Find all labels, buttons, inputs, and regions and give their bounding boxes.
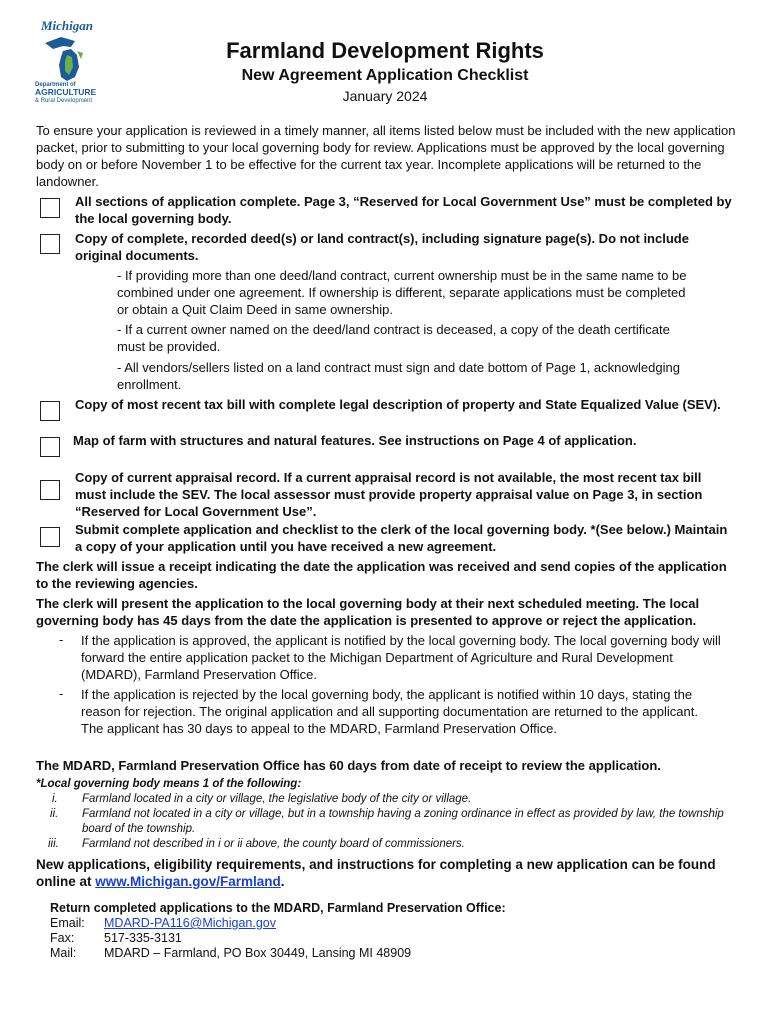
footnote-item: Farmland not described in i or ii above, the county board of commissioners. [82,838,465,850]
footnote-item: Farmland located in a city or village, the legislative body of the city or village. [82,793,472,805]
email-link[interactable]: MDARD-PA116@Michigan.gov [104,916,277,930]
logo-dept-line: Department of [35,82,76,88]
page-subtitle: New Agreement Application Checklist [241,67,529,84]
checkbox-application-complete[interactable] [40,198,60,218]
page-date: January 2024 [342,88,428,104]
footnote-num: ii. [50,808,59,820]
deed-note-vendors: - All vendors/sellers listed on a land contract must sign and date bottom of Page 1, acknowledging enrollment. [117,360,680,392]
return-heading: Return completed applications to the MDARD, Farmland Preservation Office: [50,901,506,915]
online-info-paragraph [36,856,742,890]
checklist-item-deed-copy: Copy of complete, recorded deed(s) or land contract(s), including signature page(s). Do not include original documents. [75,231,689,263]
intro-paragraph: To ensure your application is reviewed in a timely manner, all items listed below must be included with the new application packet, prior to submitting to your local governing body for review. Applications must be approved by the local governing body on or before November 1 to be effective for the current tax year. Incomplete applications will be returned to the landowner. [36,123,736,189]
logo-wordmark: Michigan [40,18,93,33]
footnote-num: iii. [48,838,59,850]
footnote-num: i. [52,793,58,805]
fax-label: Fax: [50,931,75,945]
farmland-website-link[interactable]: www.Michigan.gov/Farmland [95,874,281,889]
mail-label: Mail: [50,946,77,960]
bullet-dash: - [59,686,64,701]
mdard-review-paragraph: The MDARD, Farmland Preservation Office has 60 days from date of receipt to review the application. [36,758,661,773]
bullet-dash: - [59,632,64,647]
checkbox-farm-map[interactable] [40,437,60,457]
approved-bullet: If the application is approved, the applicant is notified by the local governing body. The local governing body will forward the entire application packet to the Michigan Department of Agriculture and Rural Development (MDARD), Farmland Preservation Office. [81,633,721,682]
checklist-item-appraisal-record: Copy of current appraisal record. If a current appraisal record is not available, the most recent tax bill must include the SEV. The local assessor must provide property appraisal value on Page 3, in section “Reserved for Local Government Use”. [75,470,703,519]
fax-number: 517-335-3131 [104,931,182,945]
clerk-receipt-paragraph: The clerk will issue a receipt indicating the date the application was received and send copies of the application to the reviewing agencies. [36,559,727,591]
checkbox-appraisal-record[interactable] [40,480,60,500]
page-title: Farmland Development Rights [226,38,544,63]
checklist-item-farm-map: Map of farm with structures and natural features. See instructions on Page 4 of application. [73,433,637,448]
checklist-item-tax-bill: Copy of most recent tax bill with complete legal description of property and State Equalized Value (SEV). [75,397,721,412]
rejected-bullet: If the application is rejected by the local governing body, the applicant is notified within 10 days, stating the reason for rejection. The original application and all supporting documentation are returned to the applicant. The applicant has 30 days to appeal to the MDARD, Farmland Preservation Office. [81,687,698,736]
online-info-end: . [280,874,285,889]
checkbox-deed-copy[interactable] [40,234,60,254]
checkbox-tax-bill[interactable] [40,401,60,421]
mail-address: MDARD – Farmland, PO Box 30449, Lansing MI 48909 [104,946,412,960]
checklist-item-application-complete: All sections of application complete. Page 3, “Reserved for Local Government Use” must be completed by the local governing body. [75,194,732,226]
deed-note-deceased: - If a current owner named on the deed/land contract is deceased, a copy of the death certificate must be provided. [117,322,670,354]
checkbox-submit-application[interactable] [40,527,60,547]
footnote-item: Farmland not located in a city or village, but in a township having a zoning ordinance in effect as provided by law, the township board of the township. [82,808,724,835]
checklist-item-submit-application: Submit complete application and checklist to the clerk of the local governing body. *(See below.) Maintain a copy of your application until you have received a new agreement. [75,522,728,554]
deed-note-ownership: - If providing more than one deed/land contract, current ownership must be in the same name to be combined under one agreement. If ownership is different, separate applications must be completed or obtain a Quit Claim Deed in same ownership. [117,268,687,317]
email-label: Email: [50,916,85,930]
logo-rural-line: & Rural Development [35,98,93,104]
clerk-presentation-paragraph: The clerk will present the application to the local governing body at their next scheduled meeting. The local governing body has 45 days from the date the application is presented to approve or reject the application. [36,596,700,628]
online-info-text: New applications, eligibility requirements, and instructions for completing a new application can be found online at [36,857,716,889]
footnote-heading: *Local governing body means 1 of the following: [36,778,302,790]
logo-agriculture-line: AGRICULTURE [35,87,97,97]
